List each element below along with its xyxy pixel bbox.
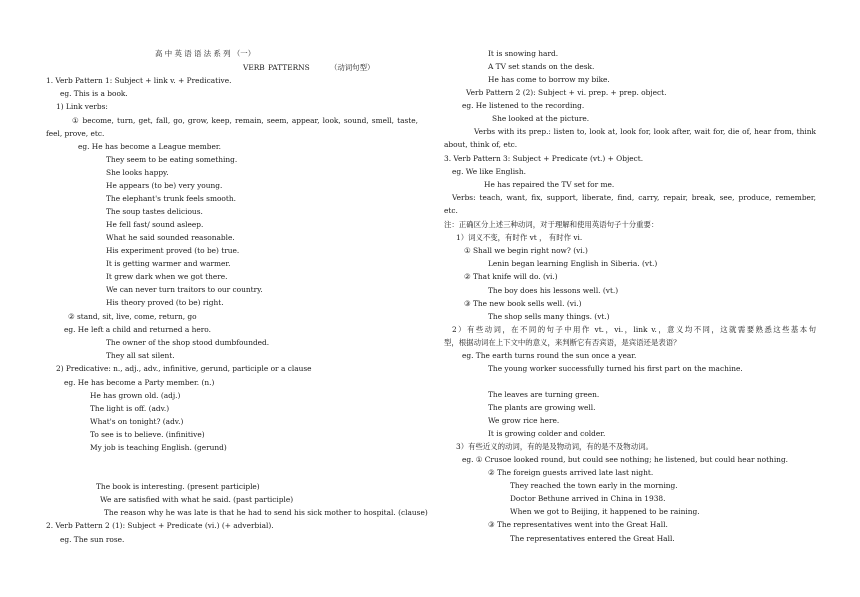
right-line: ③ The representatives went into the Great Hall. — [488, 520, 668, 529]
left-line: To see is to believe. (infinitive) — [90, 430, 205, 439]
right-line: 3）有些近义的动词，有的是及物动词，有的是不及物动词。 — [456, 442, 653, 451]
left-line: feel, prove, etc. — [46, 129, 105, 138]
left-line: eg. He has become a League member. — [78, 142, 221, 151]
left-line: eg. The sun rose. — [60, 535, 125, 544]
right-line: It is snowing hard. — [488, 49, 559, 58]
left-line: They seem to be eating something. — [106, 155, 238, 164]
right-line: eg. The earth turns round the sun once a year. — [462, 351, 637, 360]
left-line: His experiment proved (to be) true. — [106, 246, 240, 255]
right-line: We grow rice here. — [488, 416, 560, 425]
left-line: They all sat silent. — [106, 351, 175, 360]
right-line: ① Shall we begin right now? (vi.) — [464, 246, 588, 255]
left-line: 2) Predicative: n., adj., adv., infinitive, gerund, participle or a clause — [56, 364, 312, 373]
right-line: 型，根据动词在上下文中的意义，来判断它有否宾语，是宾语还是表语？ — [444, 338, 681, 347]
right-line: 注：正确区分上述三种动词，对于理解和使用英语句子十分重要： — [444, 220, 659, 229]
right-line: ② That knife will do. (vi.) — [464, 272, 558, 281]
left-line: The book is interesting. (present participle) — [96, 482, 260, 491]
right-line: Verbs with its prep.: listen to, look at, look for, look after, wait for, die of, hear from, think — [474, 127, 816, 136]
right-line: It is growing colder and colder. — [488, 429, 606, 438]
left-line: He has grown old. (adj.) — [90, 391, 181, 400]
subtitle-chinese: （动词句型） — [330, 63, 375, 72]
left-line: 2. Verb Pattern 2 (1): Subject + Predicate (vi.) (+ adverbial). — [46, 521, 274, 530]
right-line: 1）词义不变，有时作 vt ， 有时作 vi. — [456, 233, 583, 242]
left-line: The owner of the shop stood dumbfounded. — [106, 338, 270, 347]
left-line: We can never turn traitors to our country. — [106, 285, 263, 294]
right-line: The young worker successfully turned his first part on the machine. — [488, 364, 743, 373]
left-line: The soup tastes delicious. — [106, 207, 203, 216]
right-line: When we got to Beijing, it happened to be raining. — [510, 507, 700, 516]
right-line: The plants are growing well. — [488, 403, 596, 412]
left-line: It is getting warmer and warmer. — [106, 259, 231, 268]
right-line: Verb Pattern 2 (2): Subject + vi. prep. + prep. object. — [466, 88, 667, 97]
left-line: He appears (to be) very young. — [106, 181, 223, 190]
left-line: eg. He has become a Party member. (n.) — [64, 378, 215, 387]
left-line: My job is teaching English. (gerund) — [90, 443, 227, 452]
right-line: about, think of, etc. — [444, 140, 518, 149]
right-line: eg. We like English. — [452, 167, 526, 176]
left-line: His theory proved (to be) right. — [106, 298, 224, 307]
series-title: 高 中 英 语 语 法 系 列 （一） — [155, 49, 256, 58]
left-line: What he said sounded reasonable. — [106, 233, 235, 242]
right-line: They reached the town early in the morning. — [510, 481, 678, 490]
right-line: Lenin began learning English in Siberia. (vt.) — [488, 259, 658, 268]
right-line: The representatives entered the Great Hall. — [510, 534, 675, 543]
left-line: The light is off. (adv.) — [90, 404, 170, 413]
left-line: The elephant's trunk feels smooth. — [106, 194, 236, 203]
right-line: He has come to borrow my bike. — [488, 75, 610, 84]
right-line: 3. Verb Pattern 3: Subject + Predicate (vt.) + Object. — [444, 154, 644, 163]
right-line: The shop sells many things. (vt.) — [488, 312, 610, 321]
left-line: 1. Verb Pattern 1: Subject + link v. + Predicative. — [46, 76, 232, 85]
right-line: He has repaired the TV set for me. — [484, 180, 615, 189]
right-line: She looked at the picture. — [492, 114, 590, 123]
right-line: The leaves are turning green. — [488, 390, 600, 399]
left-line: ② stand, sit, live, come, return, go — [68, 312, 197, 321]
subtitle-patterns: PATTERNS — [268, 63, 310, 72]
left-line: It grew dark when we got there. — [106, 272, 228, 281]
left-line: The reason why he was late is that he had to send his sick mother to hospital. (clause) — [104, 508, 428, 517]
left-line: We are satisfied with what he said. (past participle) — [100, 495, 294, 504]
left-line: eg. He left a child and returned a hero. — [64, 325, 211, 334]
left-line: What's on tonight? (adv.) — [90, 417, 184, 426]
left-line: eg. This is a book. — [60, 89, 128, 98]
right-line: eg. He listened to the recording. — [462, 101, 585, 110]
right-line: Doctor Bethune arrived in China in 1938. — [510, 494, 666, 503]
right-line: etc. — [444, 206, 458, 215]
left-line: She looks happy. — [106, 168, 169, 177]
right-line: 2）有些动词，在不同的句子中用作 vt.，vi.，link v.，意义均不同，这就需要熟悉这些基本句 — [452, 325, 816, 334]
right-line: ③ The new book sells well. (vi.) — [464, 299, 582, 308]
left-line: He fell fast/ sound asleep. — [106, 220, 204, 229]
subtitle-verb: VERB — [243, 63, 265, 72]
left-line: 1) Link verbs: — [56, 102, 108, 111]
right-line: Verbs: teach, want, fix, support, liberate, find, carry, repair, break, see, produce, remember, — [452, 193, 816, 202]
left-line: ① become, turn, get, fall, go, grow, keep, remain, seem, appear, look, sound, smell, taste, — [72, 116, 418, 125]
right-line: ② The foreign guests arrived late last night. — [488, 468, 654, 477]
right-line: The boy does his lessons well. (vt.) — [488, 286, 619, 295]
right-line: A TV set stands on the desk. — [488, 62, 595, 71]
right-line: eg. ① Crusoe looked round, but could see nothing; he listened, but could hear nothing. — [462, 455, 789, 464]
